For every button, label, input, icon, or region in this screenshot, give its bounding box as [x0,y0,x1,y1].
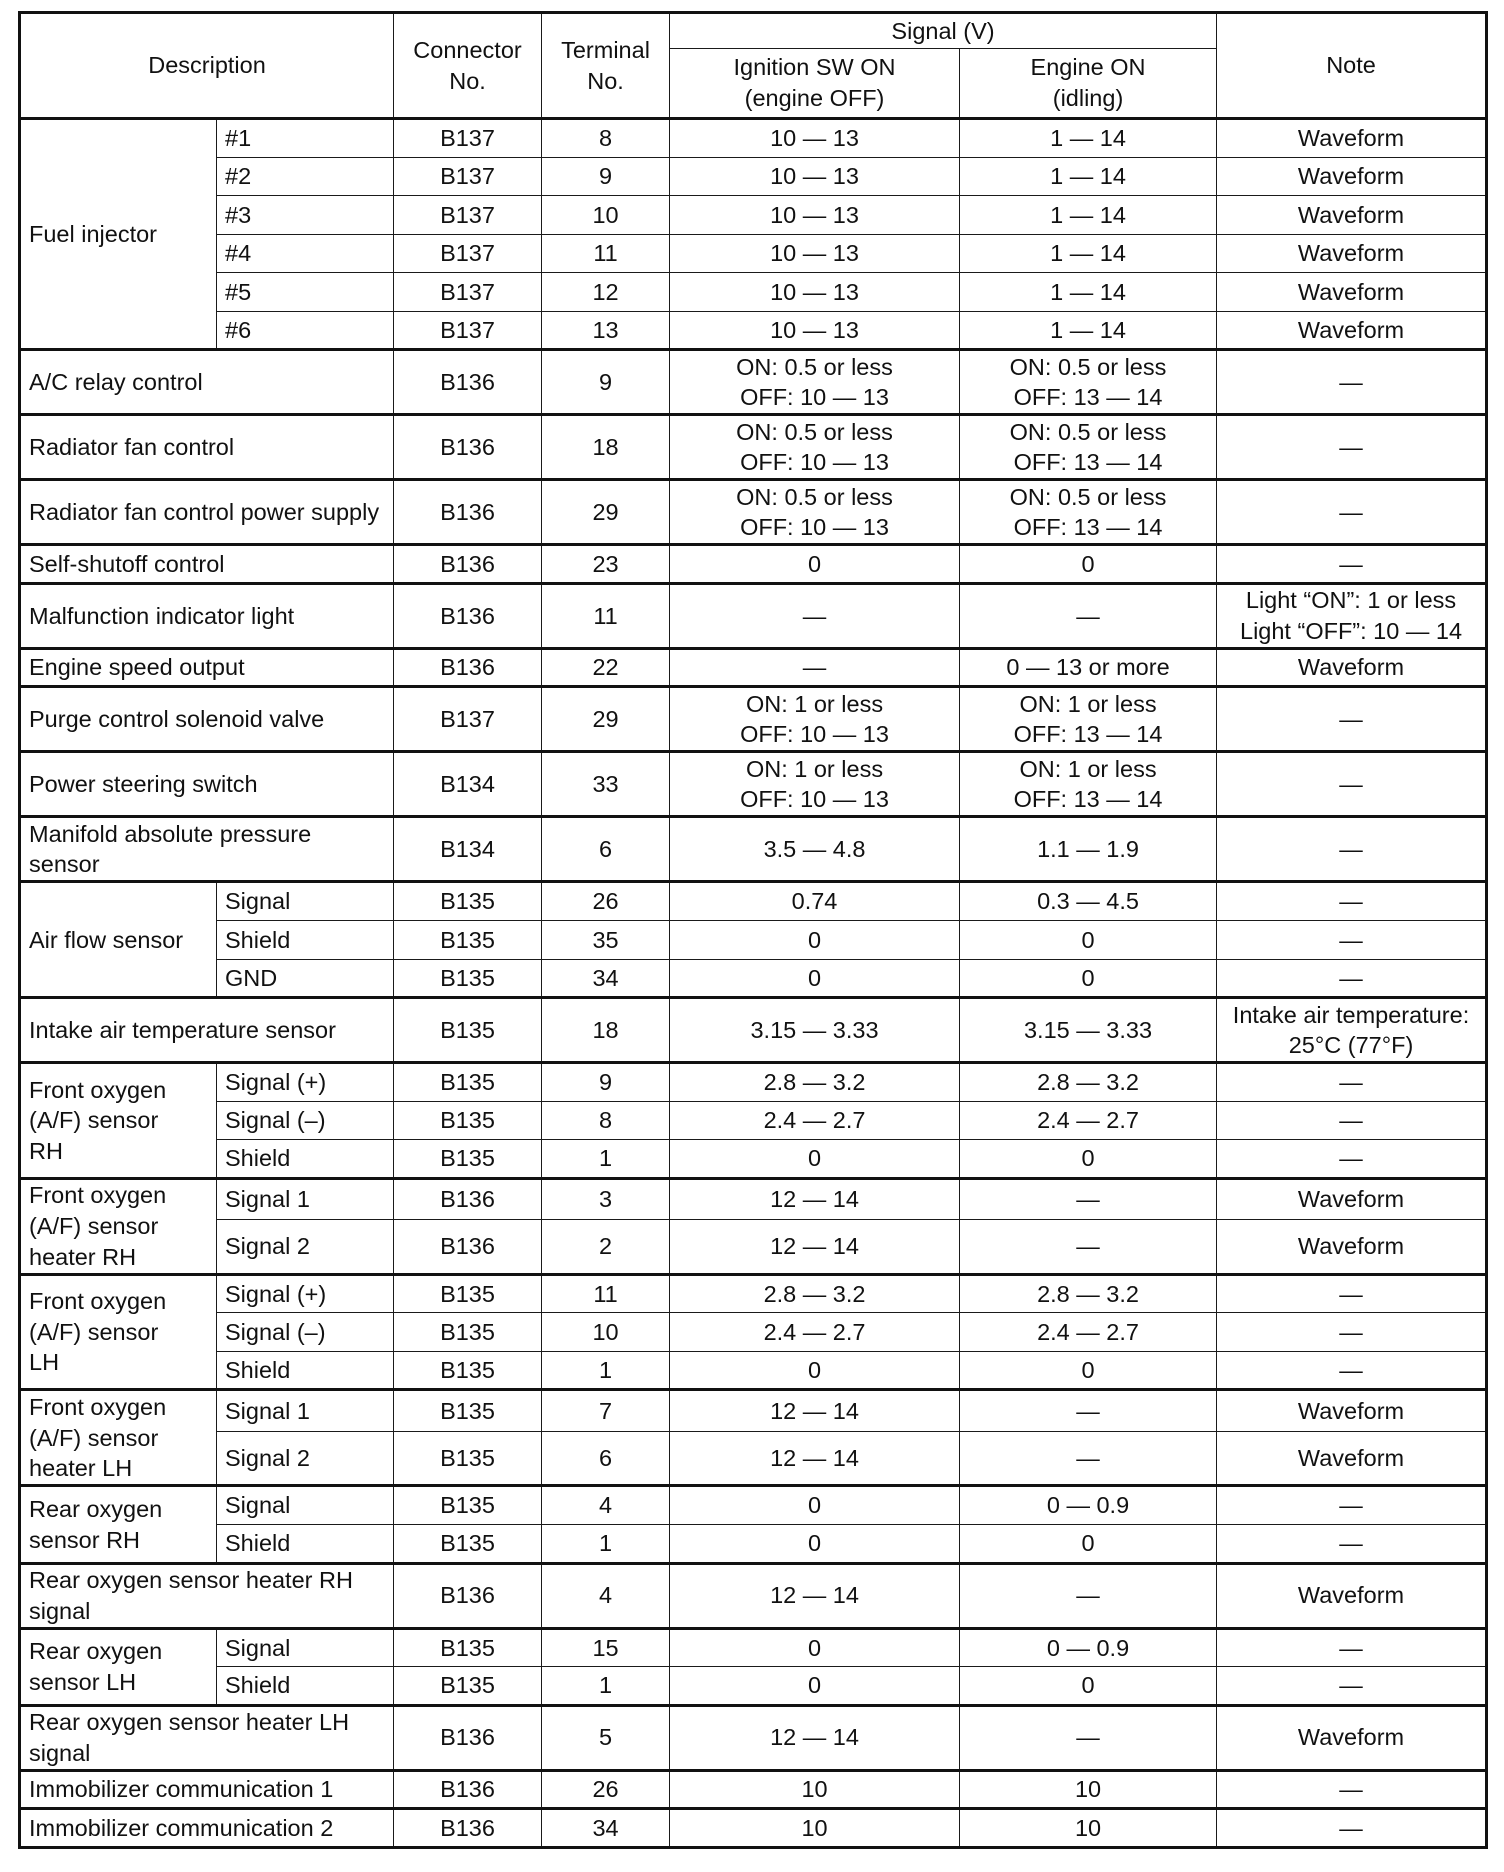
ignition-signal-cell: — [670,583,960,648]
ecm-signal-table [18,11,1488,1849]
description-cell: Radiator fan control power supply [20,480,394,545]
engine-signal-cell: 2.4 — 2.7 [960,1313,1217,1352]
sub-description-cell: Signal 1 [217,1178,394,1219]
description-cell: Purge control solenoid valve [20,687,394,752]
note-cell: Waveform [1217,234,1487,273]
header-connector [394,13,542,119]
connector-cell: B136 [394,350,542,415]
connector-cell: B137 [394,687,542,752]
table-row [20,1563,1487,1628]
connector-cell: B135 [394,1525,542,1564]
header-engine [960,49,1217,119]
ignition-signal-cell: 2.8 — 3.2 [670,1274,960,1313]
engine-signal-cell: 1 — 14 [960,234,1217,273]
engine-signal-cell: — [960,1431,1217,1486]
description-cell: Front oxygen (A/F) sensor heater RH [20,1178,217,1274]
engine-signal-cell: 1 — 14 [960,273,1217,312]
table-row [20,1390,1487,1431]
engine-signal-cell: 2.8 — 3.2 [960,1274,1217,1313]
ignition-signal-cell: 10 [670,1809,960,1848]
sub-description-cell: Signal 2 [217,1220,394,1275]
engine-signal-cell: 2.8 — 3.2 [960,1063,1217,1102]
signal-table-container [18,11,1485,1849]
terminal-cell: 11 [542,1274,670,1313]
ignition-signal-cell: 0 [670,1628,960,1667]
ignition-signal-cell: 0 [670,1667,960,1706]
ignition-signal-cell: ON: 1 or less OFF: 10 — 13 [670,687,960,752]
ignition-signal-cell: 3.5 — 4.8 [670,817,960,882]
terminal-cell: 34 [542,959,670,998]
ignition-signal-cell: 2.8 — 3.2 [670,1063,960,1102]
header-ignition-text: Ignition SW ON (engine OFF) [733,54,896,111]
engine-signal-cell: 1.1 — 1.9 [960,817,1217,882]
note-cell: — [1217,480,1487,545]
terminal-cell: 6 [542,817,670,882]
note-cell: Waveform [1217,273,1487,312]
note-cell: Waveform [1217,1390,1487,1431]
connector-cell: B137 [394,119,542,158]
description-cell: Front oxygen (A/F) sensor heater LH [20,1390,217,1486]
engine-signal-cell: — [960,1220,1217,1275]
description-cell: Malfunction indicator light [20,583,394,648]
ignition-signal-cell: 10 — 13 [670,234,960,273]
table-row [20,817,1487,882]
table-row [20,1770,1487,1809]
engine-signal-cell: 3.15 — 3.33 [960,998,1217,1063]
connector-cell: B135 [394,1063,542,1102]
engine-signal-cell: — [960,1563,1217,1628]
connector-cell: B136 [394,1563,542,1628]
description-cell: Front oxygen (A/F) sensor RH [20,1063,217,1179]
ignition-signal-cell: 0 [670,921,960,960]
table-row [20,1101,1487,1140]
ignition-signal-cell: 10 — 13 [670,273,960,312]
table-row [20,157,1487,196]
engine-signal-cell: 1 — 14 [960,119,1217,158]
ignition-signal-cell: 10 [670,1770,960,1809]
table-row [20,196,1487,235]
connector-cell: B136 [394,480,542,545]
sub-description-cell: Shield [217,1351,394,1390]
description-cell: A/C relay control [20,350,394,415]
table-body [20,119,1487,1848]
table-row [20,1063,1487,1102]
terminal-cell: 15 [542,1628,670,1667]
engine-signal-cell: 0 — 13 or more [960,648,1217,687]
table-row [20,119,1487,158]
terminal-cell: 9 [542,350,670,415]
sub-description-cell: Signal (–) [217,1313,394,1352]
terminal-cell: 4 [542,1563,670,1628]
engine-signal-cell: 0 [960,1140,1217,1179]
terminal-cell: 18 [542,415,670,480]
engine-signal-cell: 0 [960,959,1217,998]
ignition-signal-cell: 0 [670,1525,960,1564]
note-cell: Waveform [1217,196,1487,235]
note-cell: — [1217,1313,1487,1352]
table-row [20,350,1487,415]
sub-description-cell: Shield [217,1667,394,1706]
note-cell: — [1217,1809,1487,1848]
connector-cell: B135 [394,1390,542,1431]
ignition-signal-cell: 2.4 — 2.7 [670,1313,960,1352]
connector-cell: B136 [394,583,542,648]
engine-signal-cell: 0 [960,921,1217,960]
terminal-cell: 18 [542,998,670,1063]
terminal-cell: 8 [542,119,670,158]
sub-description-cell: #6 [217,311,394,350]
note-cell: Waveform [1217,1178,1487,1219]
note-cell: Light “ON”: 1 or less Light “OFF”: 10 — 14 [1217,583,1487,648]
description-cell: Air flow sensor [20,882,217,998]
ignition-signal-cell: 2.4 — 2.7 [670,1101,960,1140]
connector-cell: B136 [394,1809,542,1848]
table-row [20,415,1487,480]
note-cell: — [1217,1525,1487,1564]
note-cell: — [1217,959,1487,998]
description-cell: Manifold absolute pressure sensor [20,817,394,882]
connector-cell: B135 [394,1101,542,1140]
terminal-cell: 1 [542,1525,670,1564]
note-cell: — [1217,1101,1487,1140]
ignition-signal-cell: ON: 0.5 or less OFF: 10 — 13 [670,480,960,545]
terminal-cell: 1 [542,1351,670,1390]
table-row [20,1140,1487,1179]
table-row [20,882,1487,921]
table-row [20,1628,1487,1667]
engine-signal-cell: 2.4 — 2.7 [960,1101,1217,1140]
table-row [20,1486,1487,1525]
connector-cell: B137 [394,196,542,235]
table-row [20,1274,1487,1313]
note-cell: — [1217,1628,1487,1667]
engine-signal-cell: 0 — 0.9 [960,1486,1217,1525]
note-cell: — [1217,752,1487,817]
sub-description-cell: Signal [217,882,394,921]
header-ignition [670,49,960,119]
ignition-signal-cell: 0.74 [670,882,960,921]
connector-cell: B137 [394,157,542,196]
connector-cell: B136 [394,1705,542,1770]
table-row [20,687,1487,752]
description-cell: Fuel injector [20,119,217,350]
connector-cell: B136 [394,545,542,584]
terminal-cell: 23 [542,545,670,584]
engine-signal-cell: — [960,1178,1217,1219]
terminal-cell: 11 [542,583,670,648]
description-cell: Self-shutoff control [20,545,394,584]
note-cell: Waveform [1217,648,1487,687]
sub-description-cell: Shield [217,921,394,960]
table-row [20,1431,1487,1486]
connector-cell: B136 [394,1770,542,1809]
ignition-signal-cell: 12 — 14 [670,1705,960,1770]
description-cell: Power steering switch [20,752,394,817]
note-cell: — [1217,1351,1487,1390]
description-cell: Rear oxygen sensor LH [20,1628,217,1705]
table-row [20,583,1487,648]
note-cell: — [1217,1274,1487,1313]
connector-cell: B136 [394,1178,542,1219]
engine-signal-cell: 0 [960,545,1217,584]
connector-cell: B136 [394,415,542,480]
table-row [20,1705,1487,1770]
table-row [20,1809,1487,1848]
connector-cell: B135 [394,1313,542,1352]
ignition-signal-cell: ON: 0.5 or less OFF: 10 — 13 [670,350,960,415]
note-cell: — [1217,415,1487,480]
note-cell: — [1217,1140,1487,1179]
note-cell: Waveform [1217,1431,1487,1486]
terminal-cell: 1 [542,1667,670,1706]
table-row [20,480,1487,545]
table-row [20,752,1487,817]
terminal-cell: 34 [542,1809,670,1848]
sub-description-cell: Signal [217,1628,394,1667]
ignition-signal-cell: 0 [670,1486,960,1525]
note-cell: — [1217,882,1487,921]
terminal-cell: 29 [542,480,670,545]
note-cell: Intake air temperature: 25°C (77°F) [1217,998,1487,1063]
terminal-cell: 10 [542,196,670,235]
connector-cell: B136 [394,1220,542,1275]
sub-description-cell: #5 [217,273,394,312]
terminal-cell: 7 [542,1390,670,1431]
table-row [20,1667,1487,1706]
engine-signal-cell: ON: 0.5 or less OFF: 13 — 14 [960,415,1217,480]
terminal-cell: 10 [542,1313,670,1352]
ignition-signal-cell: 0 [670,1351,960,1390]
connector-cell: B135 [394,1628,542,1667]
connector-cell: B135 [394,1486,542,1525]
ignition-signal-cell: 10 — 13 [670,119,960,158]
engine-signal-cell: — [960,583,1217,648]
sub-description-cell: #1 [217,119,394,158]
connector-cell: B135 [394,1274,542,1313]
engine-signal-cell: 0 — 0.9 [960,1628,1217,1667]
ignition-signal-cell: 0 [670,545,960,584]
header-note: Note [1217,13,1487,119]
header-terminal-text: Terminal No. [561,36,650,94]
connector-cell: B134 [394,752,542,817]
table-row [20,234,1487,273]
description-cell: Engine speed output [20,648,394,687]
header-description: Description [20,13,394,119]
description-cell: Immobilizer communication 1 [20,1770,394,1809]
note-cell: — [1217,1770,1487,1809]
table-row [20,311,1487,350]
engine-signal-cell: ON: 1 or less OFF: 13 — 14 [960,687,1217,752]
terminal-cell: 4 [542,1486,670,1525]
terminal-cell: 8 [542,1101,670,1140]
ignition-signal-cell: ON: 1 or less OFF: 10 — 13 [670,752,960,817]
connector-cell: B135 [394,998,542,1063]
table-row [20,545,1487,584]
engine-signal-cell: ON: 0.5 or less OFF: 13 — 14 [960,350,1217,415]
description-cell: Front oxygen (A/F) sensor LH [20,1274,217,1390]
engine-signal-cell: 1 — 14 [960,157,1217,196]
table-row [20,959,1487,998]
connector-cell: B135 [394,882,542,921]
connector-cell: B137 [394,234,542,273]
ignition-signal-cell: 3.15 — 3.33 [670,998,960,1063]
header-signal: Signal (V) [670,13,1217,49]
engine-signal-cell: — [960,1390,1217,1431]
terminal-cell: 6 [542,1431,670,1486]
connector-cell: B135 [394,1431,542,1486]
engine-signal-cell: ON: 1 or less OFF: 13 — 14 [960,752,1217,817]
description-cell: Intake air temperature sensor [20,998,394,1063]
terminal-cell: 26 [542,1770,670,1809]
sub-description-cell: Signal 1 [217,1390,394,1431]
engine-signal-cell: 10 [960,1770,1217,1809]
terminal-cell: 2 [542,1220,670,1275]
connector-cell: B137 [394,273,542,312]
sub-description-cell: Signal (–) [217,1101,394,1140]
connector-cell: B136 [394,648,542,687]
sub-description-cell: #2 [217,157,394,196]
connector-cell: B135 [394,1667,542,1706]
note-cell: Waveform [1217,1705,1487,1770]
terminal-cell: 11 [542,234,670,273]
terminal-cell: 9 [542,157,670,196]
description-cell: Rear oxygen sensor RH [20,1486,217,1563]
table-row [20,1313,1487,1352]
terminal-cell: 13 [542,311,670,350]
note-cell: Waveform [1217,311,1487,350]
table-row [20,648,1487,687]
description-cell: Radiator fan control [20,415,394,480]
engine-signal-cell: — [960,1705,1217,1770]
ignition-signal-cell: ON: 0.5 or less OFF: 10 — 13 [670,415,960,480]
engine-signal-cell: 10 [960,1809,1217,1848]
engine-signal-cell: 1 — 14 [960,311,1217,350]
sub-description-cell: Signal [217,1486,394,1525]
ignition-signal-cell: 12 — 14 [670,1563,960,1628]
ignition-signal-cell: 10 — 13 [670,196,960,235]
terminal-cell: 1 [542,1140,670,1179]
sub-description-cell: #3 [217,196,394,235]
note-cell: — [1217,1063,1487,1102]
ignition-signal-cell: 0 [670,1140,960,1179]
connector-cell: B134 [394,817,542,882]
ignition-signal-cell: 12 — 14 [670,1220,960,1275]
table-row [20,1351,1487,1390]
note-cell: Waveform [1217,1220,1487,1275]
table-row [20,1178,1487,1219]
sub-description-cell: Signal 2 [217,1431,394,1486]
ignition-signal-cell: 12 — 14 [670,1178,960,1219]
sub-description-cell: GND [217,959,394,998]
note-cell: — [1217,1486,1487,1525]
engine-signal-cell: 0 [960,1351,1217,1390]
engine-signal-cell: 1 — 14 [960,196,1217,235]
terminal-cell: 5 [542,1705,670,1770]
note-cell: Waveform [1217,119,1487,158]
connector-cell: B135 [394,1140,542,1179]
header-connector-text: Connector No. [413,36,522,94]
header-engine-text: Engine ON (idling) [1030,54,1146,111]
description-cell: Rear oxygen sensor heater LH signal [20,1705,394,1770]
sub-description-cell: #4 [217,234,394,273]
note-cell: Waveform [1217,1563,1487,1628]
terminal-cell: 12 [542,273,670,312]
note-cell: Waveform [1217,157,1487,196]
connector-cell: B137 [394,311,542,350]
ignition-signal-cell: 12 — 14 [670,1390,960,1431]
ignition-signal-cell: — [670,648,960,687]
table-row [20,921,1487,960]
sub-description-cell: Signal (+) [217,1274,394,1313]
terminal-cell: 3 [542,1178,670,1219]
engine-signal-cell: 0 [960,1667,1217,1706]
description-cell: Rear oxygen sensor heater RH signal [20,1563,394,1628]
ignition-signal-cell: 10 — 13 [670,157,960,196]
note-cell: — [1217,350,1487,415]
note-cell: — [1217,687,1487,752]
note-cell: — [1217,545,1487,584]
terminal-cell: 29 [542,687,670,752]
connector-cell: B135 [394,921,542,960]
table-row [20,1525,1487,1564]
description-cell: Immobilizer communication 2 [20,1809,394,1848]
ignition-signal-cell: 0 [670,959,960,998]
ignition-signal-cell: 10 — 13 [670,311,960,350]
table-row [20,1220,1487,1275]
header-terminal [542,13,670,119]
note-cell: — [1217,921,1487,960]
terminal-cell: 26 [542,882,670,921]
terminal-cell: 22 [542,648,670,687]
engine-signal-cell: 0 [960,1525,1217,1564]
engine-signal-cell: ON: 0.5 or less OFF: 13 — 14 [960,480,1217,545]
terminal-cell: 9 [542,1063,670,1102]
note-cell: — [1217,1667,1487,1706]
note-cell: — [1217,817,1487,882]
table-row [20,998,1487,1063]
sub-description-cell: Shield [217,1140,394,1179]
connector-cell: B135 [394,959,542,998]
terminal-cell: 33 [542,752,670,817]
connector-cell: B135 [394,1351,542,1390]
terminal-cell: 35 [542,921,670,960]
sub-description-cell: Signal (+) [217,1063,394,1102]
sub-description-cell: Shield [217,1525,394,1564]
engine-signal-cell: 0.3 — 4.5 [960,882,1217,921]
table-row [20,273,1487,312]
ignition-signal-cell: 12 — 14 [670,1431,960,1486]
